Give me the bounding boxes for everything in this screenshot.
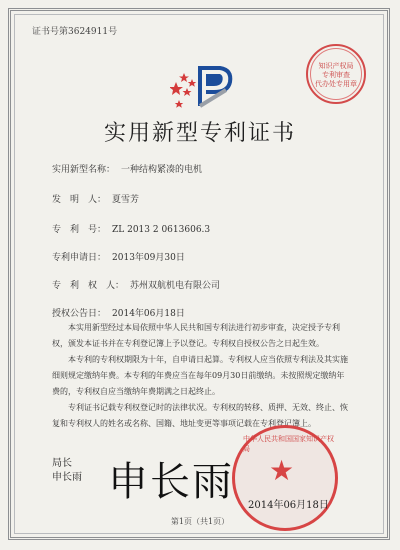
grant-date-label: 授权公告日： [52, 309, 107, 319]
agency-stamp [306, 44, 366, 104]
seal-date: 2014年06月18日 [248, 500, 329, 511]
patentee-value: 苏州双航机电有限公司 [130, 281, 221, 291]
body-paragraph-1: 本实用新型经过本局依照中华人民共和国专利法进行初步审查，决定授予专利权，颁发本证书并在专利登记簿上予以登记。专利权自授权公告之日起生效。 [52, 323, 340, 348]
filing-date-label: 专利申请日： [52, 253, 107, 263]
patent-number-row [52, 222, 210, 235]
director-signature: 申长雨 [108, 459, 234, 505]
sipo-logo-icon [170, 60, 240, 110]
inventor-value: 夏雪芳 [112, 195, 140, 205]
page-number: 第1页（共1页） [170, 517, 230, 526]
filing-date-row [52, 250, 185, 263]
patentee-label: 专 利 权 人： [52, 281, 125, 291]
seal-text: 中华人民共和国国家知识产权局 [243, 435, 334, 453]
utility-model-name-value: 一种结构紧凑的电机 [121, 165, 203, 175]
patentee-row [52, 278, 220, 291]
inventor-row [52, 192, 139, 205]
patent-number-label: 专 利 号： [52, 225, 107, 235]
utility-model-name-row [52, 162, 202, 175]
body-paragraph-3: 专利证书记载专利权登记时的法律状况。专利权的转移、质押、无效、终止、恢复和专利权人的姓名或名称、国籍、地址变更等事项记载在专利登记簿上。 [52, 403, 348, 428]
inventor-label: 发 明 人： [52, 195, 107, 205]
certificate-title: 实用新型专利证书 [103, 121, 296, 146]
agency-stamp-text: 知识产权局 专利审查 代办处专用章 [315, 62, 357, 88]
certificate-body [52, 320, 352, 432]
director-name: 申长雨 [52, 472, 82, 483]
patent-number-value: ZL 2013 2 0613606.3 [112, 225, 211, 235]
director-title: 局长 [52, 458, 72, 469]
certificate-number: 证书号第3624911号 [32, 27, 118, 37]
body-paragraph-2: 本专利的专利权期限为十年，自申请日起算。专利权人应当依照专利法及其实施细则规定缴纳年费。本专利的年费应当在每年09月30日前缴纳。未按照规定缴纳年费的，专利权自应当缴纳年费期满之日起终止。 [52, 355, 348, 396]
grant-date-row [52, 306, 185, 319]
filing-date-value: 2013年09月30日 [112, 253, 185, 263]
utility-model-name-label: 实用新型名称： [52, 165, 116, 175]
seal-emblem-icon: ★ [269, 454, 295, 487]
grant-date-value: 2014年06月18日 [112, 309, 185, 319]
